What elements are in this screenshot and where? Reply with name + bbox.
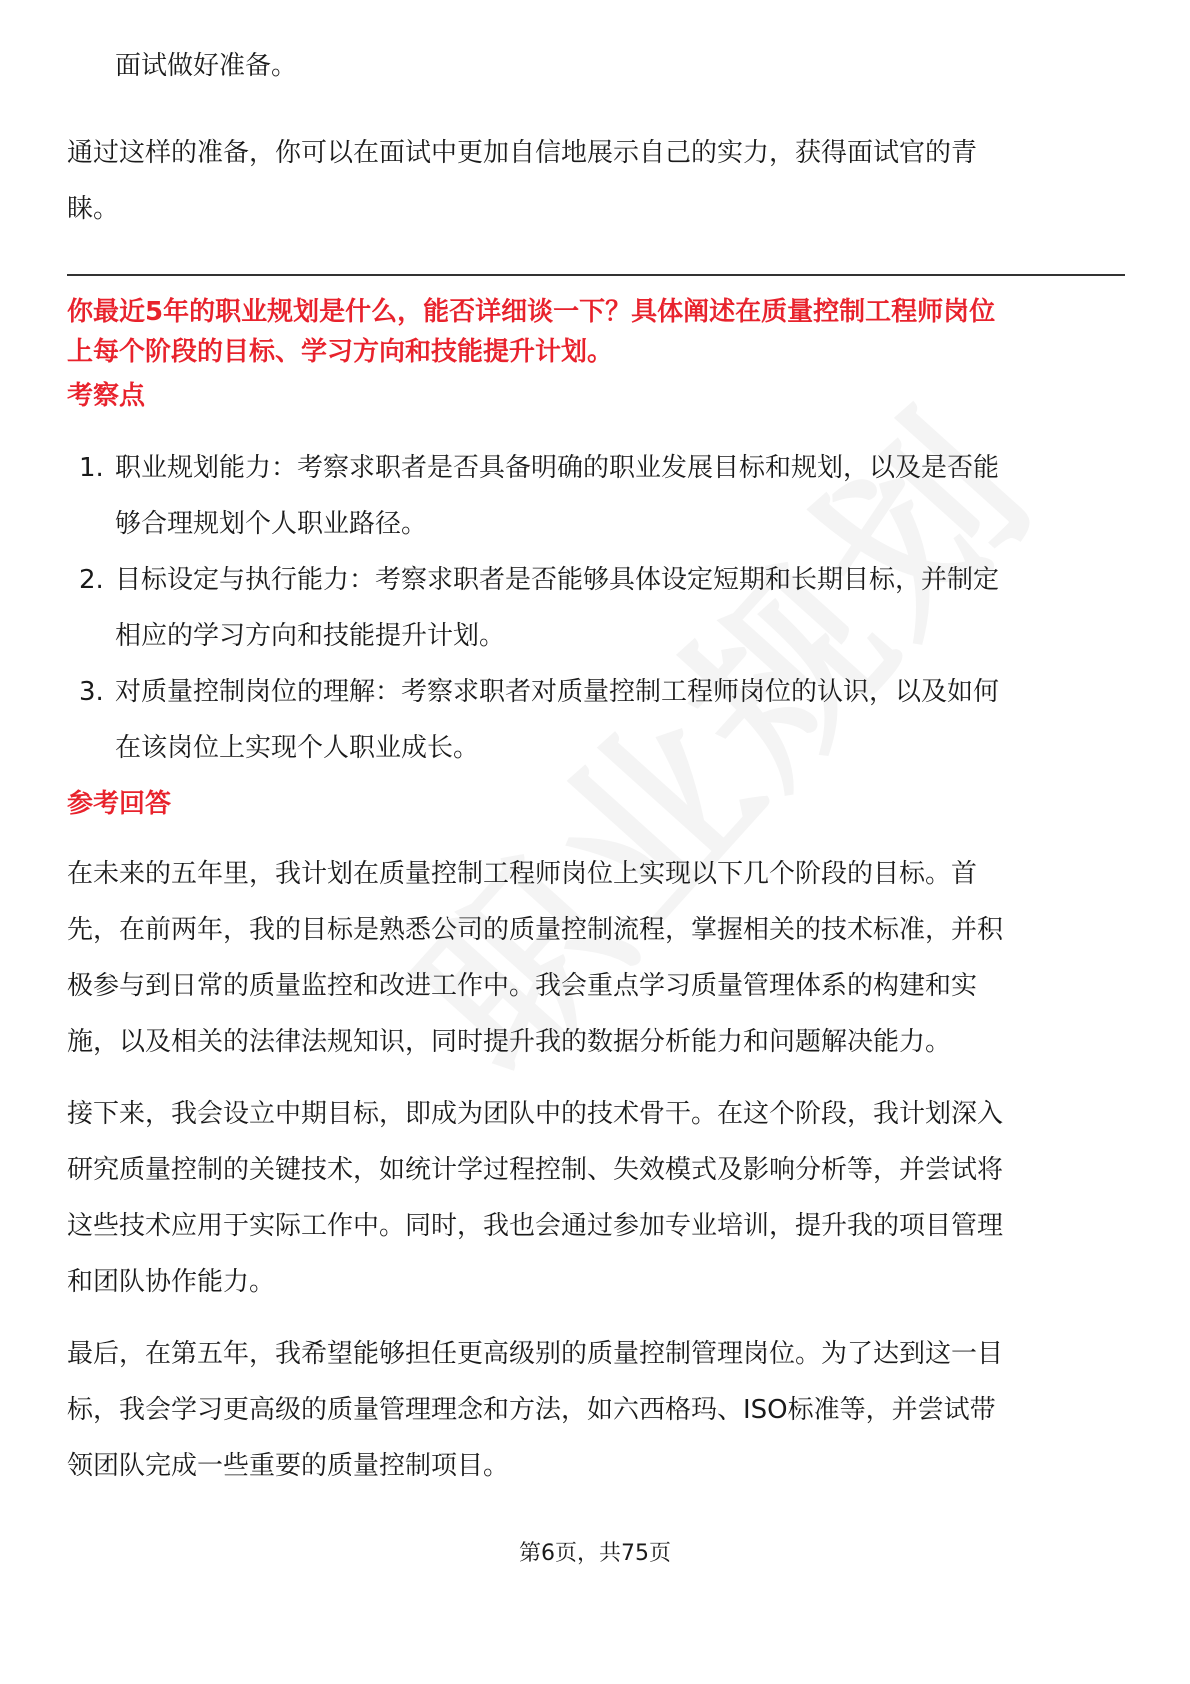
list-number: 1.: [79, 453, 104, 483]
section-title-assessment-points: 考察点: [67, 381, 146, 411]
question-heading: [67, 292, 1127, 372]
list-number: 2.: [79, 565, 104, 595]
question-line: 你最近5年的职业规划是什么，能否详细谈一下？具体阐述在质量控制工程师岗位: [67, 297, 996, 327]
paragraph-line: 通过这样的准备，你可以在面试中更加自信地展示自己的实力，获得面试官的青: [67, 138, 978, 168]
paragraph-line: 领团队完成一些重要的质量控制项目。: [67, 1451, 510, 1481]
answer-paragraph: [67, 846, 1127, 1070]
answer-paragraph: [67, 1086, 1127, 1310]
paragraph-line: 接下来，我会设立中期目标，即成为团队中的技术骨干。在这个阶段，我计划深入: [67, 1099, 1004, 1129]
page-number: 第6页，共75页: [519, 1541, 671, 1566]
section-title-reference-answer: 参考回答: [67, 789, 172, 819]
paragraph-line: 标，我会学习更高级的质量管理理念和方法，如六西格玛、ISO标准等，并尝试带: [67, 1395, 996, 1425]
list-item: [67, 664, 1127, 776]
paragraph-line: 和团队协作能力。: [67, 1267, 276, 1297]
paragraph-line: 研究质量控制的关键技术，如统计学过程控制、失效模式及影响分析等，并尝试将: [67, 1155, 1004, 1185]
list-item-line: 够合理规划个人职业路径。: [115, 509, 428, 539]
intro-paragraph: [67, 125, 1127, 237]
list-item: [67, 440, 1127, 552]
list-item-line: 目标设定与执行能力：考察求职者是否能够具体设定短期和长期目标，并制定: [115, 565, 1000, 595]
list-item-line: 职业规划能力：考察求职者是否具备明确的职业发展目标和规划，以及是否能: [115, 453, 1000, 483]
list-item-line: 对质量控制岗位的理解：考察求职者对质量控制工程师岗位的认识，以及如何: [115, 677, 1000, 707]
continued-line: 面试做好准备。: [115, 51, 298, 81]
list-item: [67, 552, 1127, 664]
divider: [67, 274, 1125, 276]
assessment-points-list: [67, 440, 1127, 776]
paragraph-line: 睐。: [67, 194, 120, 224]
list-item-line: 相应的学习方向和技能提升计划。: [115, 621, 506, 651]
paragraph-line: 这些技术应用于实际工作中。同时，我也会通过参加专业培训，提升我的项目管理: [67, 1211, 1004, 1241]
paragraph-line: 施，以及相关的法律法规知识，同时提升我的数据分析能力和问题解决能力。: [67, 1027, 952, 1057]
answer-paragraph: [67, 1326, 1127, 1494]
paragraph-line: 在未来的五年里，我计划在质量控制工程师岗位上实现以下几个阶段的目标。首: [67, 859, 978, 889]
paragraph-line: 最后，在第五年，我希望能够担任更高级别的质量控制管理岗位。为了达到这一目: [67, 1339, 1004, 1369]
list-item-line: 在该岗位上实现个人职业成长。: [115, 733, 480, 763]
question-line: 上每个阶段的目标、学习方向和技能提升计划。: [67, 337, 614, 367]
paragraph-line: 先，在前两年，我的目标是熟悉公司的质量控制流程，掌握相关的技术标准，并积: [67, 915, 1004, 945]
paragraph-line: 极参与到日常的质量监控和改进工作中。我会重点学习质量管理体系的构建和实: [67, 971, 978, 1001]
list-number: 3.: [79, 677, 104, 707]
